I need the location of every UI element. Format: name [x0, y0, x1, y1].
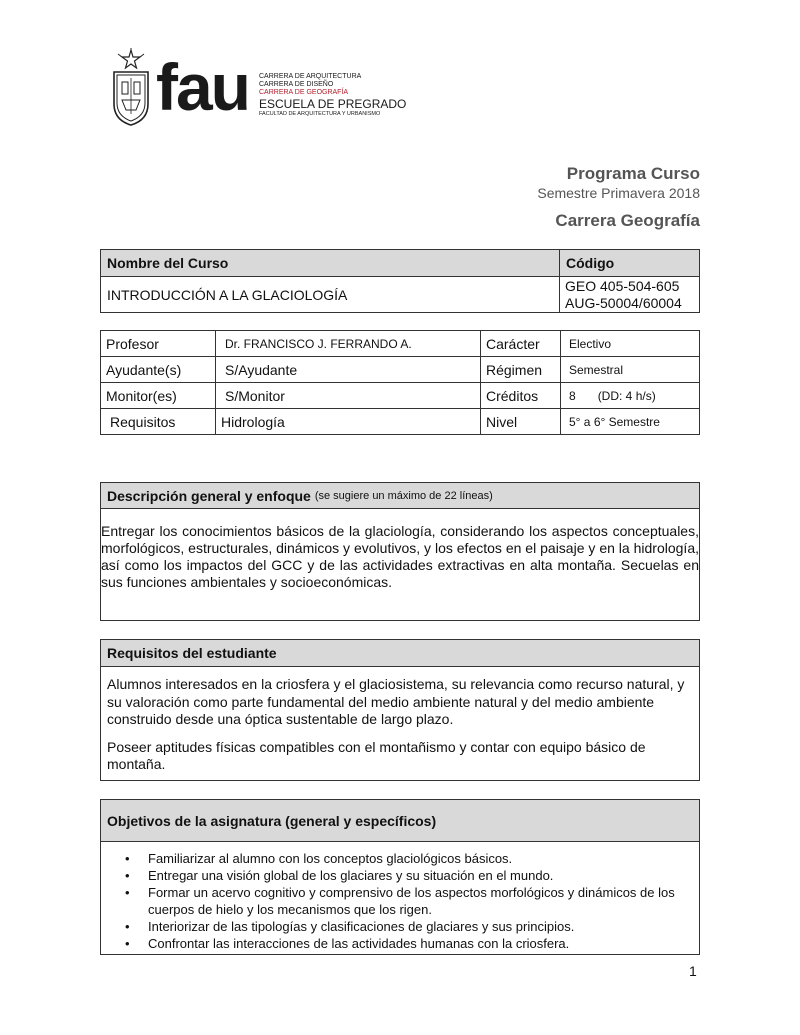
objetivo-item: • Familiarizar al alumno con los conceptos glaciológicos básicos. [101, 850, 699, 867]
logo-line-diseno: CARRERA DE DISEÑO [259, 81, 334, 88]
course-table [100, 249, 700, 313]
title-block [537, 164, 700, 231]
nivel-value: 5° a 6° Semestre [561, 409, 700, 435]
ayudante-label: Ayudante(s) [101, 357, 216, 383]
objetivo-item: • Formar un acervo cognitivo y comprensivo de los aspectos morfológicos y dinámicos de los cuerpos de hielo y los mecanismos que los rigen. [101, 884, 699, 918]
caracter-value: Electivo [561, 331, 700, 357]
course-name-header: Nombre del Curso [101, 250, 560, 277]
carrera-label: Carrera Geografía [555, 211, 700, 230]
descripcion-text: Entregar los conocimientos básicos de la glaciología, considerando los aspectos conceptuales, morfológicos, estructurales, dinámicos y evolutivos, y los efectos en el paisaje y en la hidrología, así como los impactos del GCC y de las actividades extractivas en alta montaña. Secuelas en sus funciones ambientales y socioeconómicas. [101, 523, 699, 590]
creditos-extra: (DD: 4 h/s) [597, 388, 656, 403]
logo-line-geografia: CARRERA DE GEOGRAFÍA [259, 89, 349, 96]
monitor-value: S/Monitor [216, 383, 481, 409]
profesor-label: Profesor [101, 331, 216, 357]
logo-school: ESCUELA DE PREGRADO [259, 97, 407, 111]
requisitos-estudiante-section [100, 639, 700, 781]
course-info-table [100, 330, 700, 435]
ayudante-value: S/Ayudante [216, 357, 481, 383]
course-code-cell [560, 277, 700, 313]
creditos-cell [561, 383, 700, 409]
requisitos-value: Hidrología [216, 409, 481, 435]
objetivos-section [100, 799, 700, 955]
objetivo-item: • Interiorizar de las tipologías y clasificaciones de glaciares y sus principios. [101, 918, 699, 935]
logo-line-arquitectura: CARRERA DE ARQUITECTURA [259, 73, 362, 80]
creditos-value: 8 [569, 388, 576, 403]
course-name: INTRODUCCIÓN A LA GLACIOLOGÍA [101, 277, 560, 313]
objetivo-item: • Confrontar las interacciones de las actividades humanas con la criosfera. [101, 935, 699, 952]
nivel-label: Nivel [481, 409, 561, 435]
descripcion-header [101, 483, 699, 509]
requisitos-paragraph-1: Alumnos interesados en la criosfera y el glaciosistema, su relevancia como recurso natural, y su valoración como parte fundamental del medio ambiente natural y del medio ambiente construido desde una óptica sustentable de largo plazo. [107, 676, 685, 727]
requisitos-estudiante-body [101, 667, 699, 774]
logo-text-block [259, 73, 409, 118]
descripcion-title: Descripción general y enfoque [107, 487, 311, 504]
regimen-label: Régimen [481, 357, 561, 383]
course-code-header: Código [560, 250, 700, 277]
course-code-1: GEO 405-504-605 [565, 277, 680, 294]
requisitos-label: Requisitos [101, 409, 216, 435]
logo-faculty: FACULTAD DE ARQUITECTURA Y URBANISMO [259, 111, 381, 117]
page-number: 1 [689, 963, 697, 979]
university-seal-icon [108, 48, 154, 126]
objetivo-item: • Entregar una visión global de los glaciares y su situación en el mundo. [101, 867, 699, 884]
objetivos-list [101, 842, 699, 952]
fau-logo [108, 48, 408, 128]
brand-wordmark: fau [156, 50, 249, 124]
requisitos-paragraph-2: Poseer aptitudes físicas compatibles con el montañismo y contar con equipo básico de montaña. [107, 738, 646, 772]
objetivos-title: Objetivos de la asignatura (general y específicos) [101, 800, 699, 842]
descripcion-note: (se sugiere un máximo de 22 líneas) [314, 489, 493, 502]
page-title: Programa Curso [566, 164, 700, 183]
regimen-value: Semestral [561, 357, 700, 383]
profesor-value: Dr. FRANCISCO J. FERRANDO A. [216, 331, 481, 357]
requisitos-estudiante-title: Requisitos del estudiante [101, 640, 699, 667]
monitor-label: Monitor(es) [101, 383, 216, 409]
course-code-2: AUG-50004/60004 [565, 294, 682, 311]
caracter-label: Carácter [481, 331, 561, 357]
creditos-label: Créditos [481, 383, 561, 409]
descripcion-section [100, 482, 700, 621]
semester-label: Semestre Primavera 2018 [537, 185, 700, 201]
